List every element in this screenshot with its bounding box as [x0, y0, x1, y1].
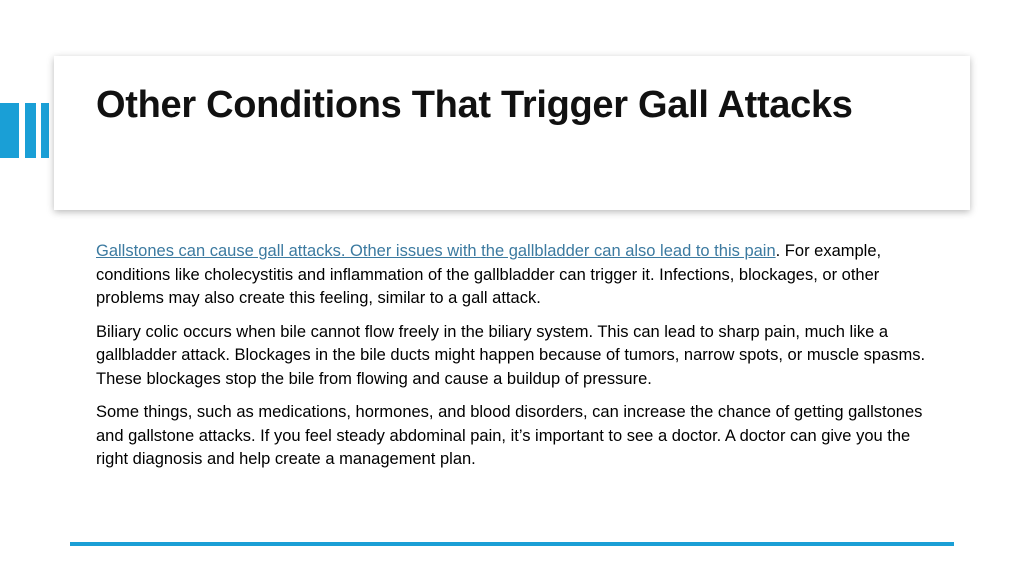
- accent-bar: [0, 103, 19, 158]
- accent-bar: [25, 103, 36, 158]
- paragraph-1: [96, 240, 926, 311]
- slide-title: Other Conditions That Trigger Gall Attacks: [96, 84, 853, 126]
- title-card: [54, 56, 970, 210]
- slide-body: [96, 240, 926, 482]
- gallstones-link[interactable]: Gallstones can cause gall attacks. Other issues with the gallbladder can also lead to this pain: [96, 242, 776, 260]
- paragraph-1-text: . For example, conditions like cholecystitis and inflammation of the gallbladder can trigger it. Infections, blockages, or other problems may also create this feeling, similar to a gall attack.: [96, 242, 882, 307]
- bottom-divider: [70, 542, 954, 546]
- paragraph-3: Some things, such as medications, hormones, and blood disorders, can increase the chance of getting gallstones and gallstone attacks. If you feel steady abdominal pain, it’s important to see a doctor. A doctor can give you the right diagnosis and help create a management plan.: [96, 403, 923, 468]
- accent-bar: [41, 103, 49, 158]
- paragraph-2: Biliary colic occurs when bile cannot flow freely in the biliary system. This can lead to sharp pain, much like a gallbladder attack. Blockages in the bile ducts might happen because of tumors, narrow spots, or muscle spasms. These blockages stop the bile from flowing and cause a buildup of pressure.: [96, 322, 926, 388]
